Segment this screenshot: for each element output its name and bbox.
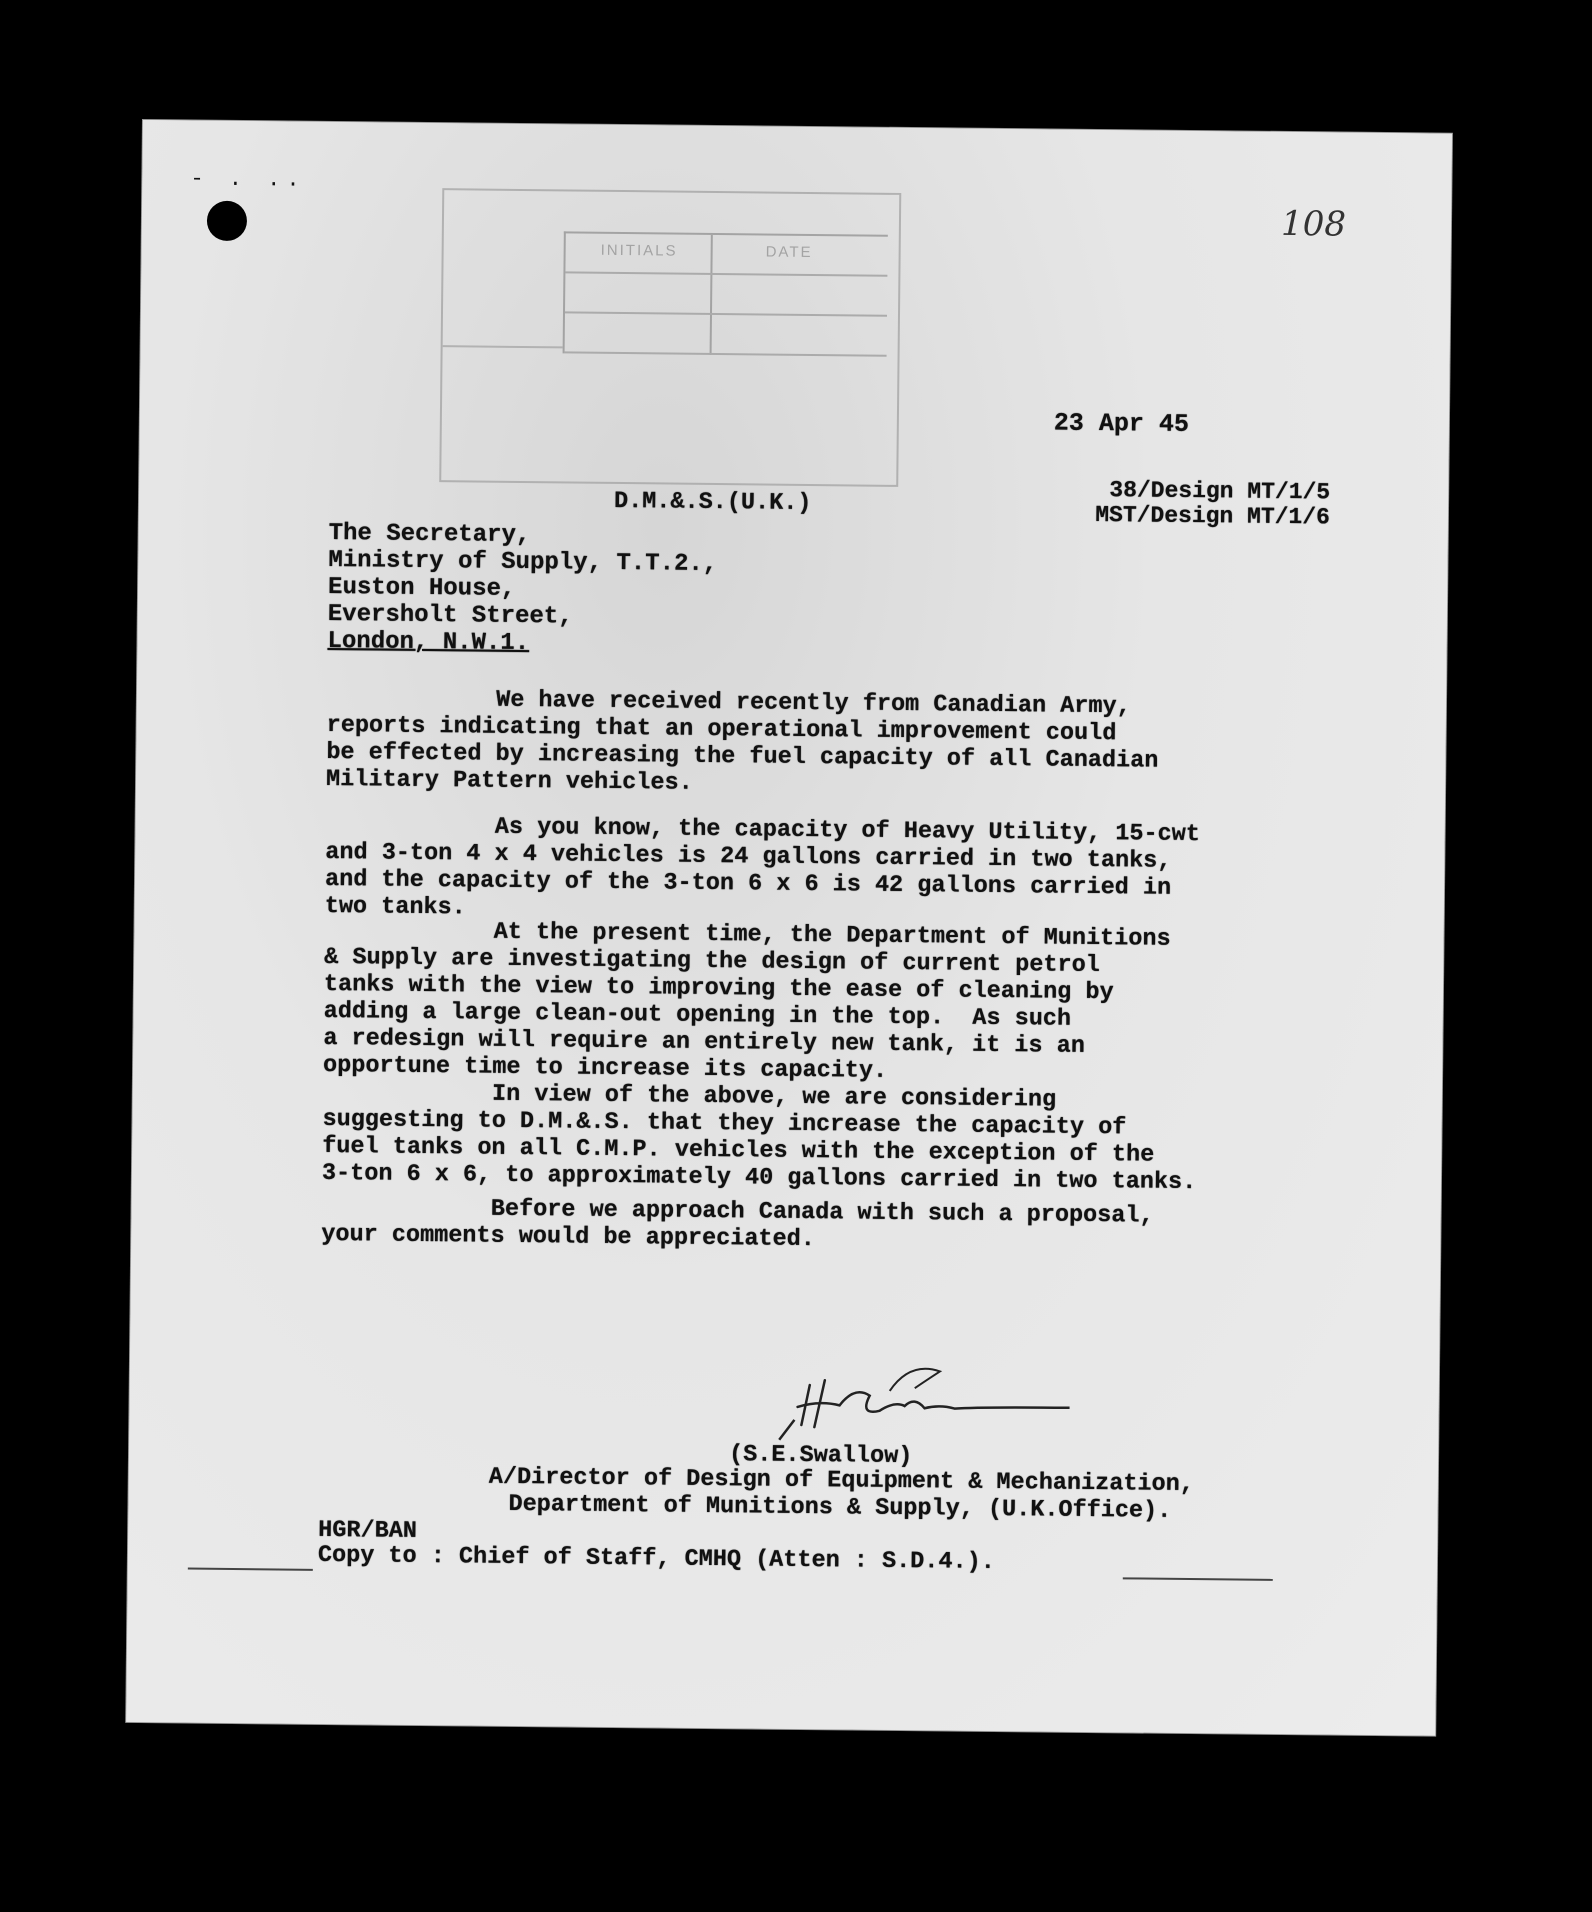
- stamp-divider: [710, 235, 713, 355]
- body-paragraph-5: Before we approach Canada with such a proposal, your comments would be appreciated.: [321, 1193, 1154, 1254]
- body-paragraph-3: At the present time, the Department of Munitions & Supply are investigating the design of current petrol tanks with the view to improving the ease of cleaning by adding a large clean-out opening in the top. As such a redesign will require an entirely new tank, it is an opportune time to increase its capacity.: [322, 916, 1171, 1085]
- stamp-date-header: DATE: [765, 243, 813, 262]
- body-paragraph-1: We have received recently from Canadian Army, reports indicating that an operational improvement could be effected by increasing the fuel capacity of all Canadian Military Pattern vehicles.: [325, 684, 1159, 797]
- signatory-name: (S.E.Swallow): [728, 1441, 913, 1471]
- copy-to-line: Copy to : Chief of Staff, CMHQ (Atten : S.D.4.).: [317, 1541, 996, 1576]
- stamp-rule: [443, 345, 563, 348]
- routing-stamp: [439, 188, 901, 487]
- copy-rule-right: [1123, 1577, 1273, 1581]
- signatory-title-2: Department of Munitions & Supply, (U.K.Office).: [508, 1490, 1172, 1525]
- letter-sheet: [126, 120, 1452, 1736]
- reference-line-2: MST/Design MT/1/6: [1095, 501, 1331, 531]
- stamp-rule: [565, 351, 887, 356]
- speck-marks: - . ..: [190, 166, 306, 193]
- punch-hole: [207, 201, 247, 241]
- addressee-line: London, N.W.1.: [327, 627, 530, 658]
- body-paragraph-2: As you know, the capacity of Heavy Utility, 15-cwt and 3-ton 4 x 4 vehicles is 24 gallons carried in two tanks, and the capacity of the 3-ton 6 x 6 is 42 gallons carried in two tanks.: [324, 811, 1201, 922]
- reference-initials: HGR/BAN: [318, 1516, 418, 1545]
- addressee-line: Ministry of Supply, T.T.2.,: [328, 546, 718, 579]
- signatory-title-1: A/Director of Design of Equipment & Mechanization,: [488, 1463, 1195, 1499]
- page-number: 108: [1280, 203, 1347, 245]
- addressee-line: Eversholt Street,: [327, 600, 573, 631]
- addressee-line: Euston House,: [327, 573, 516, 603]
- stamp-rule: [565, 311, 887, 316]
- from-office: D.M.&.S.(U.K.): [613, 487, 812, 518]
- body-paragraph-4: In view of the above, we are considering suggesting to D.M.&.S. that they increase the capacity of fuel tanks on all C.M.P. vehicles with the exception of the 3-ton 6 x 6, to approximately 40 gallons carried in two tanks.: [321, 1078, 1197, 1197]
- copy-rule-left: [188, 1568, 313, 1571]
- letter-date: 23 Apr 45: [1053, 408, 1190, 439]
- addressee-line: The Secretary,: [328, 519, 531, 550]
- reference-line-1: 38/Design MT/1/5: [1109, 477, 1331, 506]
- handwritten-signature: [739, 1354, 1070, 1447]
- stamp-rule: [565, 271, 887, 276]
- stamp-grid: [563, 231, 888, 356]
- stamp-initials-header: INITIALS: [600, 241, 678, 260]
